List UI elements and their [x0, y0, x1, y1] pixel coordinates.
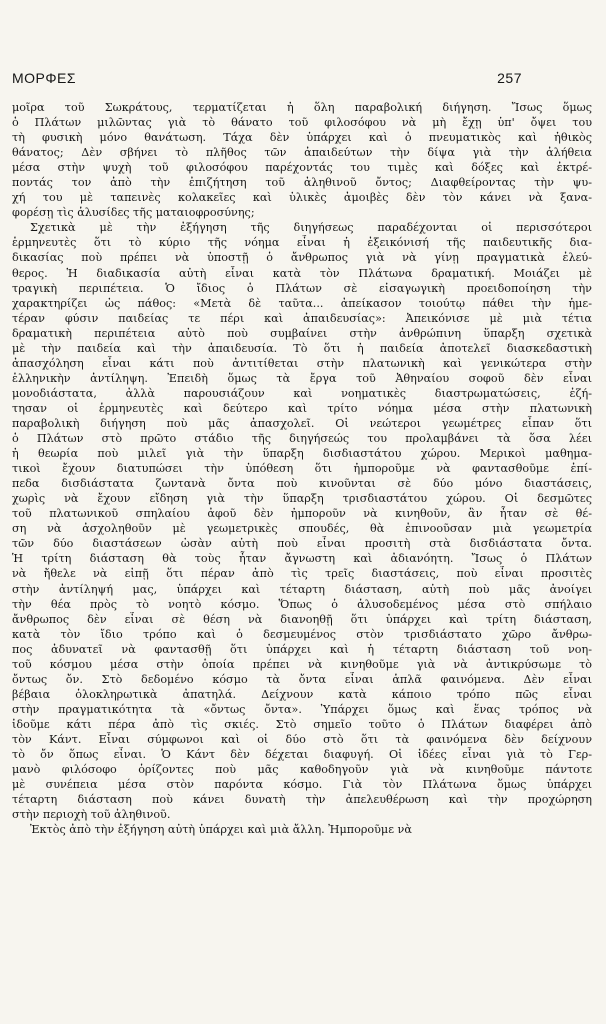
text-line: τέταρτη διάσταση ποὺ κάνει δυνατὴ τὴν ἀπελευθέρωση καὶ τὴν προχώρηση	[12, 793, 592, 807]
text-line: μέσα στὴν ψυχὴ τοῦ φιλοσόφου παρέχοντάς του τιμὲς καὶ δόξες καὶ ἐκτρέ-	[12, 161, 592, 175]
text-line: χαρακτηρίζει ὡς πάθος: «Μετὰ δὲ ταῦτα... ἀπείκασον τοιούτῳ πάθει τὴν ἡμε-	[12, 296, 592, 310]
text-line: χή του μὲ ταπεινὲς κολακεῖες καὶ ὑλικὲς ἀμοιβὲς δὲν τὸν κάνει νὰ ξανα-	[12, 191, 592, 205]
running-title: ΜΟΡΦΕΣ	[12, 70, 77, 86]
text-line: ἰδοῦμε κάτι πέρα ἀπὸ τὶς σκιές. Στὸ σημεῖο τοῦτο ὁ Πλάτων διαφέρει ἀπὸ	[12, 717, 592, 731]
text-line: τὸ ὄν ὅπως εἶναι. Ὁ Κάντ δὲν δέχεται διαφυγή. Οἱ ἰδέες εἶναι γιὰ τὸ Γερ-	[12, 748, 592, 762]
text-line: μονοδιάστατα, ἀλλὰ παρουσιάζουν καὶ νοηματικὲς διαστρωματώσεις, ἐζή-	[12, 386, 592, 400]
text-line: τοῦ πλατωνικοῦ σπηλαίου ἀφοῦ δὲν ἠμποροῦν νὰ κινηθοῦν, ἂν ἦταν σὲ θέ-	[12, 507, 592, 521]
text-line: δικασίας ποὺ πρέπει νὰ ὑποστῇ ὁ ἄνθρωπος γιὰ νὰ γίνῃ πραγματικὰ ἐλεύ-	[12, 251, 592, 265]
text-line: φορέσῃ τὶς ἁλυσίδες τῆς ματαιοφροσύνης;	[12, 206, 255, 220]
text-line: ἀπασχόληση εἶναι κάτι ποὺ ἀντιτίθεται στὴν πλατωνικὴ καὶ γενικώτερα στὴν	[12, 356, 592, 370]
text-line: ἑρμηνευτὲς ὅτι τὸ κύριο τῆς νόημα εἶναι ἡ ἐξεικόνισή τῆς παιδευτικῆς δια-	[12, 236, 592, 250]
text-line: χωρὶς νὰ ἔχουν εἴδηση γιὰ τὴν ὕπαρξη τρισδιαστάτου χώρου. Οἱ δεσμῶτες	[12, 492, 592, 506]
text-line: μοῖρα τοῦ Σωκράτους, τερματίζεται ἡ ὅλη παραβολική διήγηση. Ἴσως ὅμως	[12, 101, 592, 114]
running-header	[12, 70, 592, 86]
page-number: 257	[497, 70, 522, 86]
text-line: στὴν περιοχὴ τοῦ ἀληθινοῦ.	[12, 808, 171, 822]
text-line: ὄντως ὄν. Στὸ δεδομένο κόσμο τὰ ὄντα εἶναι ἁπλᾶ φαινόμενα. Δὲν εἶναι	[12, 672, 592, 686]
text-line: ση νὰ ἀσχοληθοῦν μὲ γεωμετρικὲς σπουδές, θὰ ἐπινοοῦσαν μιὰ γεωμετρία	[12, 522, 592, 536]
text-line: Σχετικὰ μὲ τὴν ἐξήγηση τῆς διηγήσεως παραδέχονται οἱ περισσότεροι	[30, 221, 592, 235]
text-line: τῶν δύο διαστάσεων ὡσὰν αὐτὴ ποὺ εἶναι προσιτὴ στὰ δισδιάστατα ὄντα.	[12, 537, 592, 551]
text-line: τραγικὴ περιπέτεια. Ὁ ἴδιος ὁ Πλάτων σὲ εἰσαγωγικὴ προειδοποίηση τὴν	[12, 281, 592, 295]
text-line: ἡ θεωρία ποὺ μιλεῖ γιὰ τὴν ὕπαρξη δισδιαστάτου χώρου. Μερικοὶ μαθημα-	[12, 447, 592, 461]
text-line: μανὸ φιλόσοφο ὁρίζοντες ποὺ μᾶς καθοδηγοῦν γιὰ νὰ κινηθοῦμε πάντοτε	[12, 763, 592, 777]
text-line: θερος. Ἡ διαδικασία αὐτὴ εἶναι κατὰ τὸν Πλάτωνα δραματική. Μοιάζει μὲ	[12, 266, 592, 280]
text-line: κατὰ τὸν ἴδιο τρόπο καὶ ὁ δεσμευμένος στὸν τρισδιάστατο χῶρο ἄνθρω-	[12, 627, 592, 641]
text-line: τέραν φύσιν παιδείας τε πέρι καὶ ἀπαιδευσίας»: Ἀπεικόνισε μὲ μιὰ τέτια	[12, 311, 592, 325]
text-line: βέβαια ὁλοκληρωτικὰ ἀπατηλά. Δείχνουν κατὰ κάποιο τρόπο πῶς εἶναι	[12, 687, 592, 701]
text-line: στὴν πραγματικότητα τὰ «ὄντως ὄντα». Ὑπάρχει ὅμως καὶ ἕνας τρόπος νὰ	[12, 702, 592, 716]
paragraph	[12, 822, 592, 837]
text-line: Ἡ τρίτη διάσταση θὰ τοὺς ἦταν ἄγνωστη καὶ ἀδιανόητη. Ἴσως ὁ Πλάτων	[12, 552, 592, 566]
text-line: τοῦ κόσμου μέσα στὴν ὁποία πρέπει νὰ κινηθοῦμε γιὰ νὰ ἀντικρύσωμε τὸ	[12, 657, 592, 671]
text-line: τὸν Κάντ. Εἶναι σύμφωνοι καὶ οἱ δύο στὸ ὅτι τὰ φαινόμενα δὲν δείχνουν	[12, 732, 592, 746]
text-line: δραματικὴ περιπέτεια αὐτὸ ποὺ συμβαίνει στὴν ἀνθρώπινη ὕπαρξη σχετικὰ	[12, 326, 592, 340]
text-line: ὁ Πλάτων στὸ πρῶτο στάδιο τῆς διηγήσεώς του προλαμβάνει τὰ ὅσα λέει	[12, 432, 592, 446]
text-line: τὴ φυσικὴ μόνο θανάτωση. Τάχα δὲν ὑπάρχει καὶ ὁ πνευματικὸς καὶ ἠθικὸς	[12, 131, 592, 145]
text-line: παραβολικὴ διήγηση ποὺ μᾶς ἀπασχολεῖ. Οἱ νεώτεροι γεωμέτρες εἶπαν ὅτι	[12, 416, 592, 430]
text-line: πος ἀδυνατεῖ νὰ φαντασθῇ ὅτι ὑπάρχει καὶ ἡ τέταρτη διάσταση τοῦ νοη-	[12, 642, 592, 656]
paragraph	[12, 100, 592, 220]
text-line: μὲ τὴν παιδεία καὶ τὴν ἀπαιδευσία. Τὸ ὅτι ἡ παιδεία ἀποτελεῖ διασκεδαστικὴ	[12, 341, 592, 355]
text-line: τησαν οἱ ἑρμηνευτὲς καὶ δεύτερο καὶ τρίτο νόημα μέσα στὴν πλατωνικὴ	[12, 401, 592, 415]
text-line: ὁ Πλάτων μιλῶντας γιὰ τὸ θάνατο τοῦ φιλοσόφου νὰ μὴ ἔχῃ ὑπ' ὄψει του	[12, 116, 592, 130]
text-line: τὴν θέα πρὸς τὸ νοητὸ κόσμο. Ὅπως ὁ ἁλυσοδεμένος μέσα στὸ σπήλαιο	[12, 597, 592, 611]
text-line: ἑλληνικὴν ἀντίληψη. Ἐπειδὴ ὅμως τὰ ἔργα τοῦ Ἀθηναίου σοφοῦ δὲν εἶναι	[12, 371, 592, 385]
body-text	[12, 100, 592, 837]
text-line: θάνατος; Δὲν σβήνει τὸ πλῆθος τῶν ἀπαιδεύτων τὴν δίψα γιὰ τὴν ἀλήθεια	[12, 146, 592, 160]
text-line: τικοὶ ἔχουν διατυπώσει τὴν ὑπόθεση ὅτι ἠμποροῦμε νὰ φαντασθοῦμε ἐπί-	[12, 462, 592, 476]
text-line: ἄνθρωπος δὲν εἶναι σὲ θέση νὰ διανοηθῇ ὅτι ὑπάρχει καὶ τρίτη διάσταση,	[12, 612, 592, 626]
text-line: στὴν ἀντίληψή μας, ὑπάρχει καὶ τέταρτη διάσταση, αὐτὴ ποὺ μᾶς ἀνοίγει	[12, 582, 592, 596]
text-line: Ἐκτὸς ἀπὸ τὴν ἐξήγηση αὐτὴ ὑπάρχει καὶ μιὰ ἄλλη. Ἠμποροῦμε νὰ	[30, 823, 412, 837]
text-line: νὰ ἤθελε νὰ εἰπῇ ὅτι πέραν ἀπὸ τὶς τρεῖς διαστάσεις, ποὺ εἶναι προσιτὲς	[12, 567, 592, 581]
paragraph	[12, 220, 592, 822]
text-line: πεδα δισδιάστατα ζωντανὰ ὄντα ποὺ κινοῦνται σὲ δύο μόνο διαστάσεις,	[12, 477, 592, 491]
text-line: μὲ συνέπεια μέσα στὸν παρόντα κόσμο. Γιὰ τὸν Πλάτωνα ὅμως ὑπάρχει	[12, 778, 592, 792]
text-line: ποντάς τον ἀπὸ τὴν ἐπιζήτηση τοῦ ἀληθινοῦ ὄντος; Διαφθείροντας τὴν ψυ-	[12, 176, 592, 190]
